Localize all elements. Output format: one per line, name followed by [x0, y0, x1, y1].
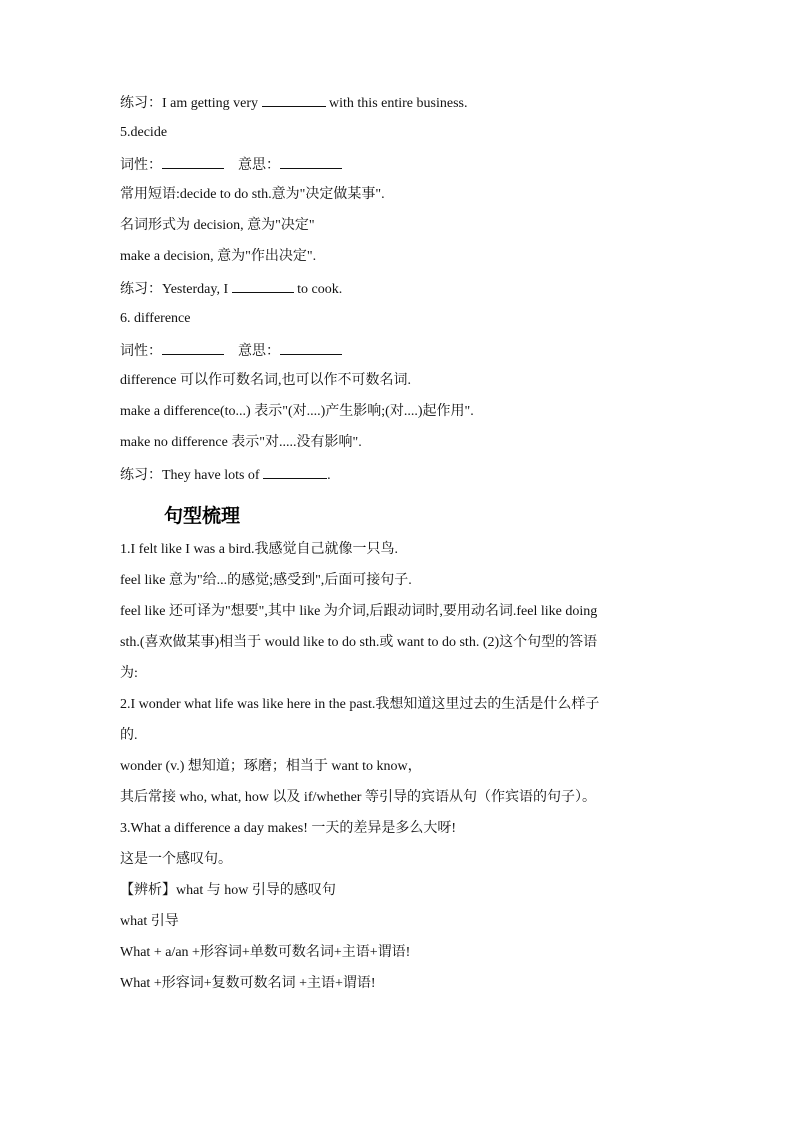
pos-meaning-line-decide	[120, 154, 680, 174]
practice-line-2	[120, 278, 680, 298]
practice-label: 练习：	[120, 282, 162, 297]
practice-line-1	[120, 92, 680, 112]
sentence-2b: 的.	[120, 728, 138, 743]
difference-desc: difference 可以作可数名词,也可以作不可数名词.	[120, 373, 411, 388]
sentence-2-note-2: 其后常接 who, what, how 以及 if/whether 等引导的宾语从句（作宾语的句子）。	[120, 790, 596, 805]
pattern-2: What +形容词+复数可数名词 +主语+谓语!	[120, 976, 376, 991]
pos-label: 词性：	[120, 158, 162, 173]
sentence-1-note-2c: 为:	[120, 666, 138, 681]
practice-text: .	[327, 468, 331, 483]
item-title-difference: 6. difference	[120, 311, 191, 326]
practice-text: to cook.	[293, 282, 343, 297]
sentence-3-note: 这是一个感叹句。	[120, 852, 232, 867]
sentence-1-note-2b: sth.(喜欢做某事)相当于 would like to do sth.或 want to do sth. (2)这个句型的答语	[120, 635, 598, 650]
make-no-difference: make no difference 表示"对.....没有影响".	[120, 435, 362, 450]
decide-noun: 名词形式为 decision, 意为"决定"	[120, 218, 315, 233]
section-title: 句型梳理	[164, 505, 241, 527]
practice-text: Yesterday, I	[162, 282, 232, 297]
pos-blank[interactable]	[162, 154, 224, 169]
sentence-1-note-2a: feel like 还可译为"想要",其中 like 为介词,后跟动词时,要用动名词.feel like doing	[120, 604, 598, 619]
document-page	[120, 92, 680, 1005]
sentence-2-note-1: wonder (v.) 想知道；琢磨；相当于 want to know，	[120, 759, 422, 774]
meaning-label: 意思：	[238, 344, 280, 359]
practice-text: I am getting very	[162, 96, 262, 111]
pos-blank[interactable]	[162, 340, 224, 355]
meaning-label: 意思：	[238, 158, 280, 173]
sentence-1: 1.I felt like I was a bird.我感觉自己就像一只鸟.	[120, 542, 399, 557]
sentence-3: 3.What a difference a day makes! 一天的差异是多么大呀!	[120, 821, 457, 836]
fill-blank[interactable]	[232, 278, 294, 293]
item-title-decide: 5.decide	[120, 125, 168, 140]
practice-text: with this entire business.	[325, 96, 468, 111]
practice-text: They have lots of	[162, 468, 264, 483]
what-lead: what 引导	[120, 914, 179, 929]
fill-blank[interactable]	[263, 464, 327, 479]
sentence-2a: 2.I wonder what life was like here in the past.我想知道这里过去的生活是什么样子	[120, 697, 600, 712]
make-decision: make a decision, 意为"作出决定".	[120, 249, 317, 264]
practice-line-3	[120, 464, 680, 484]
practice-label: 练习：	[120, 96, 162, 111]
decide-phrase: 常用短语:decide to do sth.意为"决定做某事".	[120, 187, 385, 202]
make-a-difference: make a difference(to...) 表示"(对....)产生影响;(对....)起作用".	[120, 404, 474, 419]
pattern-1: What + a/an +形容词+单数可数名词+主语+谓语!	[120, 945, 411, 960]
analysis-heading: 【辨析】what 与 how 引导的感叹句	[120, 883, 336, 898]
fill-blank[interactable]	[262, 92, 326, 107]
meaning-blank[interactable]	[280, 154, 342, 169]
practice-label: 练习：	[120, 468, 162, 483]
meaning-blank[interactable]	[280, 340, 342, 355]
pos-label: 词性：	[120, 344, 162, 359]
sentence-1-note-1: feel like 意为"给...的感觉;感受到",后面可接句子.	[120, 573, 412, 588]
pos-meaning-line-difference	[120, 340, 680, 360]
